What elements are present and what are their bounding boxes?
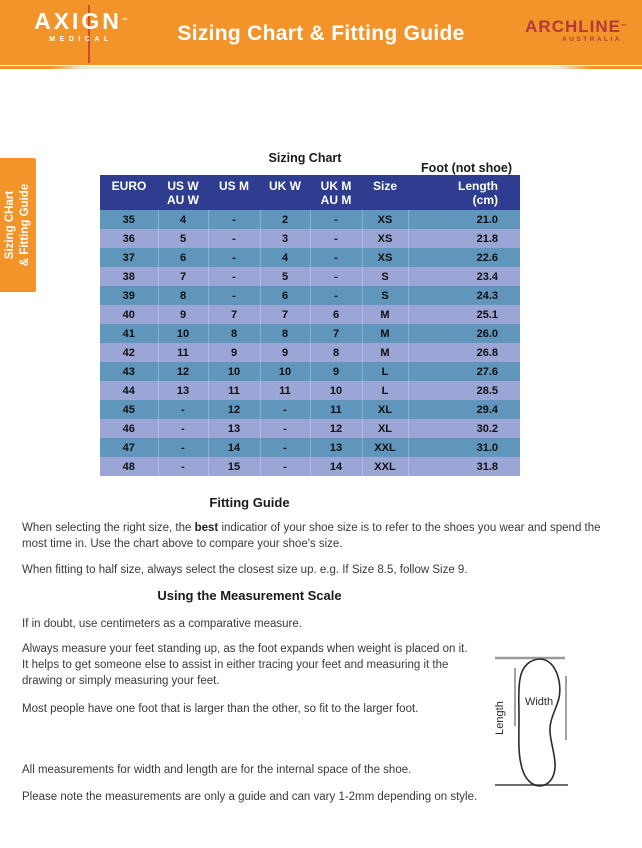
archline-logo-sub: AUSTRALIA [561, 36, 622, 43]
fitting-guide-paragraph-1 [22, 520, 622, 552]
table-cell: 48 [100, 457, 158, 476]
table-row [100, 438, 520, 457]
table-cell: 3 [260, 229, 310, 248]
table-cell: 13 [208, 419, 260, 438]
column-header: Size [362, 175, 408, 210]
measurement-paragraph-5: Please note the measurements are only a guide and can vary 1-2mm depending on style. [22, 791, 478, 803]
table-cell: - [260, 457, 310, 476]
table-cell: S [362, 267, 408, 286]
table-cell: 10 [260, 362, 310, 381]
table-row [100, 381, 520, 400]
table-row [100, 419, 520, 438]
table-cell: 7 [208, 305, 260, 324]
fitting-guide-heading: Fitting Guide [209, 495, 290, 510]
sizing-table [100, 175, 520, 476]
table-cell: - [310, 210, 362, 229]
table-cell: 24.3 [476, 289, 498, 302]
table-cell: 9 [260, 343, 310, 362]
table-cell: 11 [208, 381, 260, 400]
table-cell: 6 [158, 248, 208, 267]
table-cell: 38 [100, 267, 158, 286]
table-cell: S [362, 286, 408, 305]
table-cell: 7 [260, 305, 310, 324]
foot-measurement-diagram [486, 646, 640, 794]
table-cell: 12 [310, 419, 362, 438]
table-cell: 21.0 [476, 213, 498, 226]
table-cell: 4 [260, 248, 310, 267]
table-row [100, 343, 520, 362]
measurement-scale-heading: Using the Measurement Scale [157, 588, 342, 603]
table-cell: 15 [208, 457, 260, 476]
measurement-paragraph-4: All measurements for width and length are for the internal space of the shoe. [22, 764, 412, 776]
table-cell: XS [362, 248, 408, 267]
table-cell: 42 [100, 343, 158, 362]
table-cell: XL [362, 400, 408, 419]
table-cell: 7 [310, 324, 362, 343]
header-bar [0, 0, 642, 65]
table-cell: 46 [100, 419, 158, 438]
archline-text: ARCHLINE [525, 17, 621, 36]
table-cell: M [362, 305, 408, 324]
measurement-paragraph-1: If in doubt, use centimeters as a comparative measure. [22, 618, 302, 630]
table-cell: 10 [310, 381, 362, 400]
table-cell: M [362, 324, 408, 343]
side-tab-label [0, 158, 36, 292]
table-cell: XXL [362, 438, 408, 457]
table-row [100, 457, 520, 476]
table-cell: - [208, 229, 260, 248]
table-cell: 14 [208, 438, 260, 457]
table-row [100, 362, 520, 381]
table-cell: 13 [158, 381, 208, 400]
table-cell: 37 [100, 248, 158, 267]
page-title: Sizing Chart & Fitting Guide [177, 22, 465, 45]
table-cell: 5 [158, 229, 208, 248]
header-divider-line [0, 66, 642, 69]
axign-logo [22, 8, 140, 43]
fitting-guide-paragraph-2: When fitting to half size, always select the closest size up. e.g. If Size 8.5, follow Size 9. [22, 564, 468, 576]
side-tab-line2: & Fitting Guide [19, 183, 31, 267]
axign-text: AXIGN [34, 8, 122, 34]
sizing-table-header-row [100, 175, 520, 210]
table-cell: 8 [260, 324, 310, 343]
table-cell: L [362, 381, 408, 400]
paragraph-text: indicatior of your shoe size is to refer to the shoes you wear and spend the most time in. Use the chart above to compare your shoe's size. [22, 522, 601, 550]
archline-trademark: ™ [621, 24, 628, 30]
table-row [100, 248, 520, 267]
table-cell: 11 [310, 400, 362, 419]
sizing-chart-title: Sizing Chart [268, 151, 342, 165]
table-cell: - [260, 419, 310, 438]
table-cell: 41 [100, 324, 158, 343]
table-cell: 31.8 [476, 460, 498, 473]
column-header: UK W [260, 175, 310, 210]
table-cell: 4 [158, 210, 208, 229]
table-row [100, 229, 520, 248]
table-cell: - [208, 210, 260, 229]
table-cell: 7 [158, 267, 208, 286]
axign-trademark: ™ [121, 18, 128, 24]
sizing-table-body [100, 210, 520, 476]
table-row [100, 267, 520, 286]
archline-logo-name [525, 18, 628, 36]
table-cell: 5 [260, 267, 310, 286]
table-row [100, 324, 520, 343]
table-cell: 14 [310, 457, 362, 476]
length-label: Length [494, 701, 506, 735]
table-cell: - [310, 267, 362, 286]
axign-logo-sub: MEDICAL [49, 36, 113, 43]
table-cell: 47 [100, 438, 158, 457]
axign-logo-name [22, 8, 140, 34]
table-row [100, 400, 520, 419]
table-cell: 35 [100, 210, 158, 229]
table-cell: 27.6 [476, 365, 498, 378]
table-cell: - [310, 229, 362, 248]
table-cell: 43 [100, 362, 158, 381]
table-cell: - [158, 457, 208, 476]
table-cell: 31.0 [476, 441, 498, 454]
table-cell: 9 [310, 362, 362, 381]
table-cell: 11 [260, 381, 310, 400]
table-cell: 8 [158, 286, 208, 305]
table-cell: 40 [100, 305, 158, 324]
table-cell: - [158, 438, 208, 457]
table-cell: 28.5 [476, 384, 498, 397]
table-cell: - [260, 400, 310, 419]
side-tab-line1: Sizing CHart [4, 190, 16, 260]
table-cell: - [260, 438, 310, 457]
table-cell: - [208, 286, 260, 305]
table-cell: 8 [310, 343, 362, 362]
bold-word: best [194, 522, 219, 534]
table-cell: - [310, 248, 362, 267]
measurement-paragraph-3: Most people have one foot that is larger than the other, so fit to the larger foot. [22, 703, 419, 715]
table-cell: 6 [310, 305, 362, 324]
table-cell: 10 [158, 324, 208, 343]
table-cell: 12 [158, 362, 208, 381]
table-cell: - [208, 267, 260, 286]
table-cell: 39 [100, 286, 158, 305]
table-cell: 6 [260, 286, 310, 305]
table-cell: XS [362, 229, 408, 248]
table-cell: 25.1 [476, 308, 498, 321]
table-cell: - [158, 419, 208, 438]
table-cell: 10 [208, 362, 260, 381]
table-row [100, 286, 520, 305]
table-cell: 22.6 [476, 251, 498, 264]
table-cell: 21.8 [476, 232, 498, 245]
table-cell: 36 [100, 229, 158, 248]
table-cell: 29.4 [476, 403, 498, 416]
table-cell: 9 [208, 343, 260, 362]
table-cell: - [208, 248, 260, 267]
table-cell: 2 [260, 210, 310, 229]
table-cell: 44 [100, 381, 158, 400]
table-cell: 13 [310, 438, 362, 457]
foot-not-shoe-note: Foot (not shoe) [421, 161, 512, 175]
side-tab [0, 158, 36, 292]
table-cell: M [362, 343, 408, 362]
column-header: Length (cm) [408, 175, 520, 210]
table-row [100, 305, 520, 324]
paragraph-text: When selecting the right size, the [22, 522, 195, 534]
table-cell: 26.0 [476, 327, 498, 340]
table-cell: 11 [158, 343, 208, 362]
table-cell: - [310, 286, 362, 305]
measurement-paragraph-2: Always measure your feet standing up, as the foot expands when weight is placed on it. It helps to get someone else to assist in either tracing your feet and measuring it the drawing or simply measuring your feet. [22, 643, 468, 687]
table-cell: 23.4 [476, 270, 498, 283]
foot-outline [519, 659, 560, 786]
table-cell: 26.8 [476, 346, 498, 359]
column-header: US M [208, 175, 260, 210]
table-cell: 30.2 [476, 422, 498, 435]
table-cell: XS [362, 210, 408, 229]
table-cell: L [362, 362, 408, 381]
column-header: EURO [100, 175, 158, 210]
column-header: UK M AU M [310, 175, 362, 210]
archline-logo [525, 18, 628, 43]
table-cell: XXL [362, 457, 408, 476]
table-row [100, 210, 520, 229]
width-label: Width [524, 696, 554, 708]
table-cell: 45 [100, 400, 158, 419]
column-header: US W AU W [158, 175, 208, 210]
table-cell: 9 [158, 305, 208, 324]
table-cell: XL [362, 419, 408, 438]
table-cell: 12 [208, 400, 260, 419]
table-cell: - [158, 400, 208, 419]
table-cell: 8 [208, 324, 260, 343]
